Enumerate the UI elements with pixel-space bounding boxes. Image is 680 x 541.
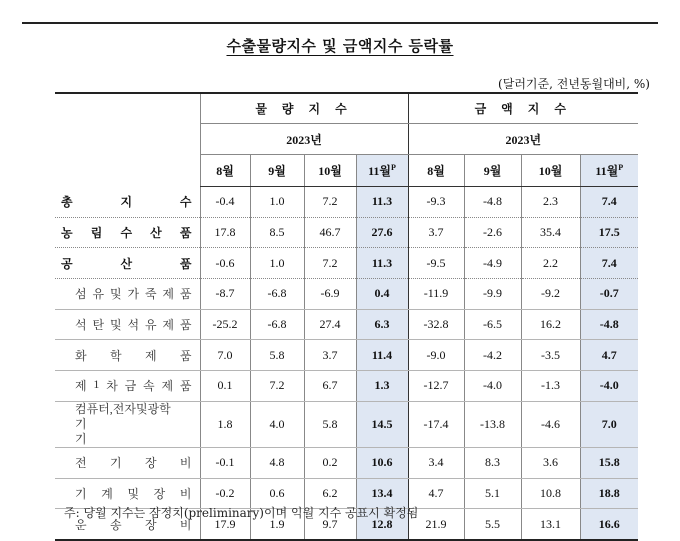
- value-cell: 3.6: [521, 447, 580, 478]
- row-label: 컴퓨터,전자및광학 기 기: [55, 401, 200, 447]
- table-title: 수출물량지수 및 금액지수 등락률: [226, 37, 454, 55]
- value-cell: -9.0: [408, 340, 464, 371]
- volume-cell: -0.1: [200, 447, 250, 478]
- value-cell: -2.6: [464, 217, 521, 248]
- value-cell: 2.2: [521, 248, 580, 279]
- row-label: 운 송 장 비: [55, 509, 200, 540]
- value-cell: 5.5: [464, 509, 521, 540]
- row-label: 기 계 및 장 비: [55, 478, 200, 509]
- value-cell: -32.8: [408, 309, 464, 340]
- value-cell: -4.0: [464, 371, 521, 402]
- volume-cell: 5.8: [250, 340, 304, 371]
- volume-cell: 7.0: [200, 340, 250, 371]
- table-row: [55, 447, 638, 478]
- volume-month-header: 8월: [200, 155, 250, 187]
- value-cell: 7.4: [580, 248, 638, 279]
- volume-month-header-prelim: 11월$^P$: [356, 155, 408, 187]
- row-label: 제 1 차 금 속 제 품: [55, 371, 200, 402]
- value-cell: 13.1: [521, 509, 580, 540]
- value-cell: 18.8: [580, 478, 638, 509]
- value-cell: -3.5: [521, 340, 580, 371]
- value-cell: -1.3: [521, 371, 580, 402]
- volume-cell: 11.3: [356, 248, 408, 279]
- volume-cell: -0.6: [200, 248, 250, 279]
- value-cell: 7.0: [580, 401, 638, 447]
- value-cell: -4.2: [464, 340, 521, 371]
- table-row: [55, 371, 638, 402]
- value-cell: -6.5: [464, 309, 521, 340]
- value-cell: -9.2: [521, 279, 580, 310]
- value-month-header: 9월: [464, 155, 521, 187]
- volume-cell: 14.5: [356, 401, 408, 447]
- volume-cell: -6.8: [250, 279, 304, 310]
- value-cell: -4.9: [464, 248, 521, 279]
- table-row: [55, 248, 638, 279]
- top-rule: [22, 22, 658, 24]
- value-cell: 4.7: [408, 478, 464, 509]
- volume-cell: 46.7: [304, 217, 356, 248]
- row-label: 화 학 제 품: [55, 340, 200, 371]
- value-cell: -9.5: [408, 248, 464, 279]
- volume-cell: -25.2: [200, 309, 250, 340]
- value-cell: 35.4: [521, 217, 580, 248]
- row-label: 석 탄 및 석 유 제 품: [55, 309, 200, 340]
- value-cell: -13.8: [464, 401, 521, 447]
- row-label: 농 림 수 산 품: [55, 217, 200, 248]
- value-cell: 3.4: [408, 447, 464, 478]
- value-cell: -12.7: [408, 371, 464, 402]
- volume-cell: 7.2: [250, 371, 304, 402]
- index-change-table: [55, 92, 638, 541]
- table-row: [55, 279, 638, 310]
- value-cell: 4.7: [580, 340, 638, 371]
- footnote: 주: 당월 지수는 잠정치(preliminary)이며 익월 지수 공표시 확정됨: [64, 506, 419, 520]
- value-cell: -4.8: [580, 309, 638, 340]
- volume-cell: 11.3: [356, 187, 408, 218]
- volume-cell: -6.9: [304, 279, 356, 310]
- value-month-header: 8월: [408, 155, 464, 187]
- volume-cell: -0.4: [200, 187, 250, 218]
- volume-cell: 8.5: [250, 217, 304, 248]
- volume-cell: 0.2: [304, 447, 356, 478]
- volume-cell: 6.3: [356, 309, 408, 340]
- volume-cell: 5.8: [304, 401, 356, 447]
- volume-cell: 4.0: [250, 401, 304, 447]
- value-cell: 7.4: [580, 187, 638, 218]
- volume-cell: -0.2: [200, 478, 250, 509]
- table-row: [55, 401, 638, 447]
- value-cell: 21.9: [408, 509, 464, 540]
- volume-cell: 12.8: [356, 509, 408, 540]
- table-row: [55, 309, 638, 340]
- volume-cell: 0.6: [250, 478, 304, 509]
- row-label: 공 산 품: [55, 248, 200, 279]
- volume-month-header: 10월: [304, 155, 356, 187]
- volume-cell: 3.7: [304, 340, 356, 371]
- unit-label: (달러기준, 전년동월대비, %): [498, 77, 650, 91]
- volume-cell: 1.3: [356, 371, 408, 402]
- volume-cell: 17.8: [200, 217, 250, 248]
- volume-cell: 7.2: [304, 248, 356, 279]
- value-cell: 16.6: [580, 509, 638, 540]
- volume-cell: 1.0: [250, 187, 304, 218]
- volume-cell: -8.7: [200, 279, 250, 310]
- value-cell: -4.8: [464, 187, 521, 218]
- value-cell: 10.8: [521, 478, 580, 509]
- value-cell: -17.4: [408, 401, 464, 447]
- volume-cell: -6.8: [250, 309, 304, 340]
- volume-cell: 13.4: [356, 478, 408, 509]
- volume-cell: 27.4: [304, 309, 356, 340]
- table-row: [55, 187, 638, 218]
- volume-cell: 17.9: [200, 509, 250, 540]
- value-cell: 3.7: [408, 217, 464, 248]
- value-cell: 5.1: [464, 478, 521, 509]
- value-year-header: 2023년: [408, 124, 638, 155]
- row-label: 섬 유 및 가 죽 제 품: [55, 279, 200, 310]
- volume-cell: 1.9: [250, 509, 304, 540]
- volume-year-header: 2023년: [200, 124, 408, 155]
- volume-cell: 1.8: [200, 401, 250, 447]
- volume-cell: 27.6: [356, 217, 408, 248]
- value-cell: -4.6: [521, 401, 580, 447]
- value-month-header-prelim: 11월$^P$: [580, 155, 638, 187]
- volume-cell: 0.1: [200, 371, 250, 402]
- value-cell: -11.9: [408, 279, 464, 310]
- category-header-cell: [55, 93, 200, 187]
- volume-cell: 4.8: [250, 447, 304, 478]
- row-label: 총 지 수: [55, 187, 200, 218]
- value-index-header: 금 액 지 수: [408, 93, 638, 124]
- value-cell: 8.3: [464, 447, 521, 478]
- value-cell: 17.5: [580, 217, 638, 248]
- value-cell: -0.7: [580, 279, 638, 310]
- volume-cell: 9.7: [304, 509, 356, 540]
- volume-cell: 6.7: [304, 371, 356, 402]
- value-month-header: 10월: [521, 155, 580, 187]
- table-row: [55, 340, 638, 371]
- value-cell: 16.2: [521, 309, 580, 340]
- volume-cell: 11.4: [356, 340, 408, 371]
- volume-index-header: 물 량 지 수: [200, 93, 408, 124]
- value-cell: -4.0: [580, 371, 638, 402]
- volume-month-header: 9월: [250, 155, 304, 187]
- row-label: 전 기 장 비: [55, 447, 200, 478]
- volume-cell: 7.2: [304, 187, 356, 218]
- table-row: [55, 217, 638, 248]
- value-cell: 15.8: [580, 447, 638, 478]
- value-cell: 2.3: [521, 187, 580, 218]
- volume-cell: 6.2: [304, 478, 356, 509]
- volume-cell: 10.6: [356, 447, 408, 478]
- volume-cell: 1.0: [250, 248, 304, 279]
- value-cell: -9.3: [408, 187, 464, 218]
- volume-cell: 0.4: [356, 279, 408, 310]
- value-cell: -9.9: [464, 279, 521, 310]
